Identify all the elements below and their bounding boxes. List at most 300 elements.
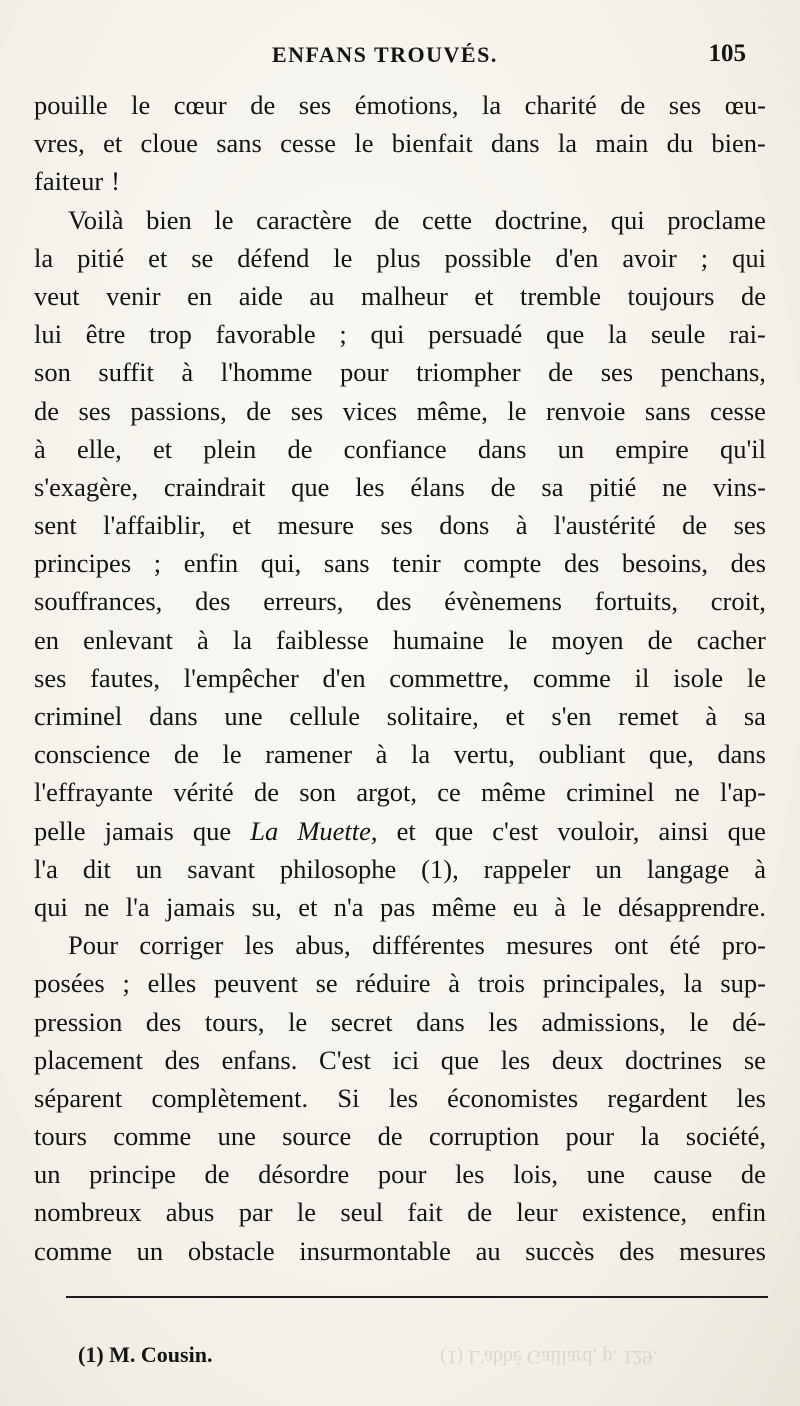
word: et	[505, 701, 525, 731]
word: bien	[146, 204, 192, 235]
word: à	[34, 433, 46, 464]
word: principes	[34, 548, 132, 579]
word: une	[217, 1121, 256, 1152]
word: elles	[147, 968, 197, 999]
text-line	[34, 392, 766, 430]
word: émotions,	[354, 90, 459, 120]
text-line	[34, 544, 766, 582]
word: eu	[512, 891, 538, 922]
word: pour	[377, 1159, 427, 1190]
word: la	[640, 1121, 660, 1152]
word: aide	[238, 280, 283, 311]
footnote-rule	[66, 1296, 768, 1298]
word: la	[683, 968, 703, 999]
word: besoins,	[621, 548, 708, 579]
word: souffrances,	[34, 586, 163, 617]
word: fait	[407, 1197, 443, 1228]
word: que	[434, 815, 474, 846]
text-line	[34, 926, 766, 964]
word: C'est	[319, 1044, 371, 1075]
word: penchans,	[660, 357, 766, 388]
word: Voilà	[68, 204, 124, 235]
word: de	[374, 204, 400, 235]
word: caractère	[256, 204, 352, 235]
word: dans	[717, 739, 766, 770]
word: favorable	[215, 319, 316, 350]
word: succès	[525, 1235, 595, 1266]
word: de	[173, 739, 199, 770]
footnote: (1) M. Cousin.	[78, 1342, 213, 1367]
word: renvoie	[545, 395, 626, 426]
word: évènemens	[444, 586, 562, 617]
word: tremble	[520, 280, 601, 311]
word: l'a	[125, 891, 150, 922]
word: l'empêcher	[183, 662, 299, 693]
word: les	[244, 930, 275, 961]
word: oubliant	[538, 739, 626, 770]
word: (1),	[421, 853, 459, 884]
word: dans	[416, 1006, 465, 1037]
word: son	[34, 357, 71, 388]
word: pelle	[34, 815, 86, 846]
word: ce	[437, 777, 461, 808]
word: pouille	[34, 90, 108, 120]
word: des	[145, 1006, 182, 1037]
word: enlevant	[83, 624, 173, 655]
word: source	[282, 1121, 352, 1152]
word: existence,	[581, 1197, 688, 1228]
word: sa	[541, 471, 564, 502]
word: à	[181, 357, 194, 388]
word: dans	[477, 433, 527, 464]
word: le	[131, 90, 151, 120]
text-line	[34, 315, 766, 353]
word: craindrait	[163, 471, 266, 502]
text-line	[34, 201, 766, 239]
word: mesures	[679, 1235, 766, 1266]
word: comme	[113, 1121, 192, 1152]
word: se	[743, 1044, 766, 1075]
text-line	[34, 430, 766, 468]
word: ne	[662, 471, 688, 502]
word: un	[595, 853, 622, 884]
word: dons	[439, 510, 490, 541]
text-line	[34, 964, 766, 1002]
text-line	[34, 582, 766, 620]
word: secret	[330, 1006, 393, 1037]
word: le	[507, 395, 527, 426]
word: pitié	[77, 242, 125, 273]
word: le	[333, 242, 353, 273]
word: de	[740, 280, 766, 311]
word: qui	[732, 242, 766, 273]
word: c'est	[492, 815, 539, 846]
word: jamais	[166, 891, 236, 922]
word: venir	[106, 280, 161, 311]
word: des	[619, 1235, 655, 1266]
word: que	[291, 471, 330, 502]
word: de	[620, 90, 646, 120]
word: l'ap-	[719, 777, 766, 808]
word: de	[467, 1197, 493, 1228]
word: l'a	[34, 853, 58, 884]
word: désordre	[258, 1159, 350, 1190]
word: isole	[673, 662, 724, 693]
word: plein	[203, 433, 257, 464]
word: le	[296, 1197, 317, 1228]
word: Si	[337, 1082, 360, 1113]
word: admissions,	[541, 1006, 666, 1037]
word: société,	[685, 1121, 766, 1152]
word: comme	[34, 1235, 112, 1266]
word: s'en	[551, 701, 592, 731]
word: posées	[34, 968, 105, 999]
word: au	[309, 280, 335, 311]
word: ses	[34, 662, 67, 693]
word: à	[515, 510, 528, 541]
word: de	[253, 777, 279, 808]
word: mesure	[277, 510, 355, 541]
word: ses	[733, 510, 766, 541]
word: triompher	[416, 357, 521, 388]
word: comme	[532, 662, 611, 693]
word: insurmontable	[299, 1235, 451, 1266]
text-line	[34, 1232, 766, 1270]
word: pour	[339, 357, 389, 388]
word: différentes	[371, 930, 485, 961]
word: corruption	[428, 1121, 540, 1152]
word: cesse	[280, 128, 337, 159]
text-line	[34, 1003, 766, 1041]
word: la	[411, 739, 431, 770]
word: à	[754, 853, 766, 884]
word: l'effrayante	[34, 777, 154, 808]
word: le	[214, 204, 234, 235]
word: toujours	[627, 280, 715, 311]
word: cacher	[696, 624, 766, 655]
text-line	[34, 735, 766, 773]
word: des	[195, 586, 231, 617]
word: proclame	[667, 204, 766, 235]
word: et	[148, 242, 168, 273]
word: le	[288, 1006, 308, 1037]
word: ses	[298, 90, 332, 120]
word: principe	[89, 1159, 176, 1190]
word: peuvent	[213, 968, 298, 999]
word: par	[238, 1197, 273, 1228]
text-line	[34, 506, 766, 544]
word: et	[152, 433, 173, 464]
word: de	[490, 471, 516, 502]
word: à	[554, 891, 567, 922]
word: le	[746, 662, 766, 693]
word: nombreux	[34, 1197, 142, 1228]
word: ses	[290, 395, 324, 426]
word: doctrines	[625, 1044, 723, 1075]
word: les	[355, 471, 385, 502]
word: le	[222, 739, 242, 770]
word: main	[595, 128, 649, 159]
body-text	[34, 86, 766, 1270]
page-number: 105	[708, 40, 746, 67]
word: en	[34, 624, 60, 655]
word: les	[455, 1159, 485, 1190]
word: que	[546, 319, 585, 350]
word: regardent	[607, 1082, 708, 1113]
word: philosophe	[279, 853, 397, 884]
word: trois	[477, 968, 525, 999]
word: pression	[34, 1006, 123, 1037]
word: empire	[615, 433, 689, 464]
word: sup-	[720, 968, 766, 999]
word: de	[287, 433, 313, 464]
word: ramener	[265, 739, 353, 770]
word: tours,	[204, 1006, 265, 1037]
word: vertu,	[453, 739, 515, 770]
word: de	[246, 395, 272, 426]
word: qui	[370, 319, 405, 350]
word: des	[164, 1044, 200, 1075]
word: des	[730, 548, 766, 579]
word: dit	[82, 853, 111, 884]
word: dans	[491, 128, 540, 159]
word: elle,	[76, 433, 122, 464]
word: Muette,	[297, 815, 378, 846]
text-line	[34, 239, 766, 277]
word: pas	[379, 891, 416, 922]
word: lois,	[513, 1159, 558, 1190]
word: sans	[323, 548, 370, 579]
word: cette	[422, 204, 473, 235]
word: Pour	[68, 930, 119, 961]
word: les	[500, 1044, 531, 1075]
word: persuadé	[428, 319, 523, 350]
word: même	[431, 891, 497, 922]
word: à	[705, 701, 718, 731]
word: l'homme	[220, 357, 313, 388]
word: ;	[339, 319, 347, 350]
word: de	[647, 624, 673, 655]
word: ses	[668, 90, 702, 120]
word: conscience	[34, 739, 151, 770]
word: possible	[444, 242, 532, 273]
word: !	[111, 166, 120, 197]
word: les	[488, 1006, 518, 1037]
text-line	[34, 773, 766, 811]
word: humaine	[392, 624, 485, 655]
word: des	[376, 586, 412, 617]
word: et	[103, 128, 123, 159]
word: l'affaiblir,	[103, 510, 206, 541]
word: du	[666, 128, 694, 159]
word: élans	[410, 471, 465, 502]
word: criminel	[566, 777, 655, 808]
word: des	[563, 548, 600, 579]
word: la	[34, 242, 54, 273]
word: avoir	[622, 242, 677, 273]
running-head	[0, 42, 800, 76]
word: à	[196, 624, 209, 655]
word: ses	[600, 357, 634, 388]
text-line	[34, 812, 766, 850]
text-line	[34, 86, 766, 124]
text-line	[34, 1041, 766, 1079]
word: tenir	[392, 548, 441, 579]
word: passions,	[130, 395, 227, 426]
word: qui	[610, 204, 645, 235]
word: pro-	[721, 930, 766, 961]
word: que	[727, 815, 766, 846]
text-line	[34, 888, 766, 926]
word: cesse	[710, 395, 766, 426]
word: cause	[653, 1159, 713, 1190]
word: La	[250, 815, 279, 846]
word: et	[396, 815, 416, 846]
word: abus,	[295, 930, 351, 961]
word: fautes,	[90, 662, 160, 693]
word: qui	[34, 891, 68, 922]
word: être	[85, 319, 126, 350]
word: abus	[165, 1197, 215, 1228]
word: langage	[646, 853, 730, 884]
word: que	[192, 815, 232, 846]
text-line	[34, 1117, 766, 1155]
word: suffit	[98, 357, 154, 388]
word: dé-	[732, 1006, 766, 1037]
word: cloue	[140, 128, 198, 159]
word: de	[548, 357, 574, 388]
word: plus	[376, 242, 421, 273]
word: ainsi	[658, 815, 709, 846]
word: bienfait	[391, 128, 473, 159]
word: enfin	[183, 548, 239, 579]
word: été	[669, 930, 701, 961]
word: de	[250, 90, 276, 120]
word: une	[224, 701, 263, 731]
word: dans	[149, 701, 198, 731]
word: faiblesse	[276, 624, 369, 655]
word: jamais	[104, 815, 174, 846]
word: veut	[34, 280, 80, 311]
word: ici	[392, 1044, 420, 1075]
word: pitié	[589, 471, 637, 502]
word: cellule	[289, 701, 361, 731]
word: l'austérité	[553, 510, 656, 541]
word: ses	[78, 395, 111, 426]
word: vouloir,	[557, 815, 640, 846]
word: sa	[743, 701, 766, 731]
word: rappeler	[483, 853, 571, 884]
word: vins-	[712, 471, 766, 502]
word: et	[298, 891, 318, 922]
word: un	[557, 433, 585, 464]
word: œu-	[724, 90, 766, 120]
word: se	[315, 968, 338, 999]
word: remet	[618, 701, 679, 731]
word: corriger	[139, 930, 224, 961]
word: que,	[648, 739, 694, 770]
word: les	[388, 1082, 419, 1113]
word: le	[354, 128, 374, 159]
text-line	[34, 1193, 766, 1231]
word: su,	[251, 891, 282, 922]
word: trop	[149, 319, 192, 350]
word: le	[582, 891, 602, 922]
word: son	[299, 777, 337, 808]
word: économistes	[447, 1082, 579, 1113]
text-line	[34, 1079, 766, 1117]
word: commettre,	[389, 662, 510, 693]
word: seul	[340, 1197, 384, 1228]
word: au	[475, 1235, 501, 1266]
word: de	[682, 510, 708, 541]
word: ;	[122, 968, 130, 999]
word: n'a	[333, 891, 364, 922]
word: et	[474, 280, 494, 311]
word: criminel	[34, 701, 123, 731]
word: même	[481, 777, 546, 808]
word: bien-	[711, 128, 766, 159]
word: savant	[187, 853, 255, 884]
word: à	[375, 739, 388, 770]
word: sans	[216, 128, 262, 159]
word: se	[191, 242, 214, 273]
word: enfin	[711, 1197, 766, 1228]
word: vérité	[173, 777, 234, 808]
word: un	[136, 1235, 164, 1266]
word: le	[689, 1006, 709, 1037]
word: solitaire,	[386, 701, 479, 731]
text-line	[34, 659, 766, 697]
word: croit,	[710, 586, 766, 617]
word: leur	[516, 1197, 558, 1228]
word: que	[440, 1044, 480, 1075]
word: le	[508, 624, 528, 655]
word: mesures	[506, 930, 593, 961]
word: argot,	[356, 777, 417, 808]
word: de	[377, 1121, 403, 1152]
word: il	[634, 662, 650, 693]
text-line	[34, 621, 766, 659]
word: un	[135, 853, 163, 884]
word: erreurs,	[263, 586, 344, 617]
word: deux	[551, 1044, 604, 1075]
word: de	[740, 1159, 766, 1190]
word: la	[608, 319, 628, 350]
word: moyen	[551, 624, 624, 655]
word: enfans.	[221, 1044, 298, 1075]
word: vres,	[34, 128, 85, 159]
text-line	[34, 697, 766, 735]
word: ne	[674, 777, 700, 808]
word: charité	[524, 90, 597, 120]
word: vices	[342, 395, 398, 426]
text-line	[34, 124, 766, 162]
word: complètement.	[151, 1082, 309, 1113]
text-line	[34, 850, 766, 888]
word: la	[557, 128, 577, 159]
word: obstacle	[187, 1235, 275, 1266]
text-line	[34, 1155, 766, 1193]
word: même,	[416, 395, 488, 426]
word: lui	[34, 319, 62, 350]
word: la	[482, 90, 502, 120]
text-line	[34, 162, 766, 200]
word: ne	[84, 891, 110, 922]
word: qu'il	[719, 433, 766, 464]
word: sent	[34, 510, 77, 541]
bleed-through-footnote: (1) L'abbé Gaillard, p. 129.	[440, 1346, 658, 1368]
